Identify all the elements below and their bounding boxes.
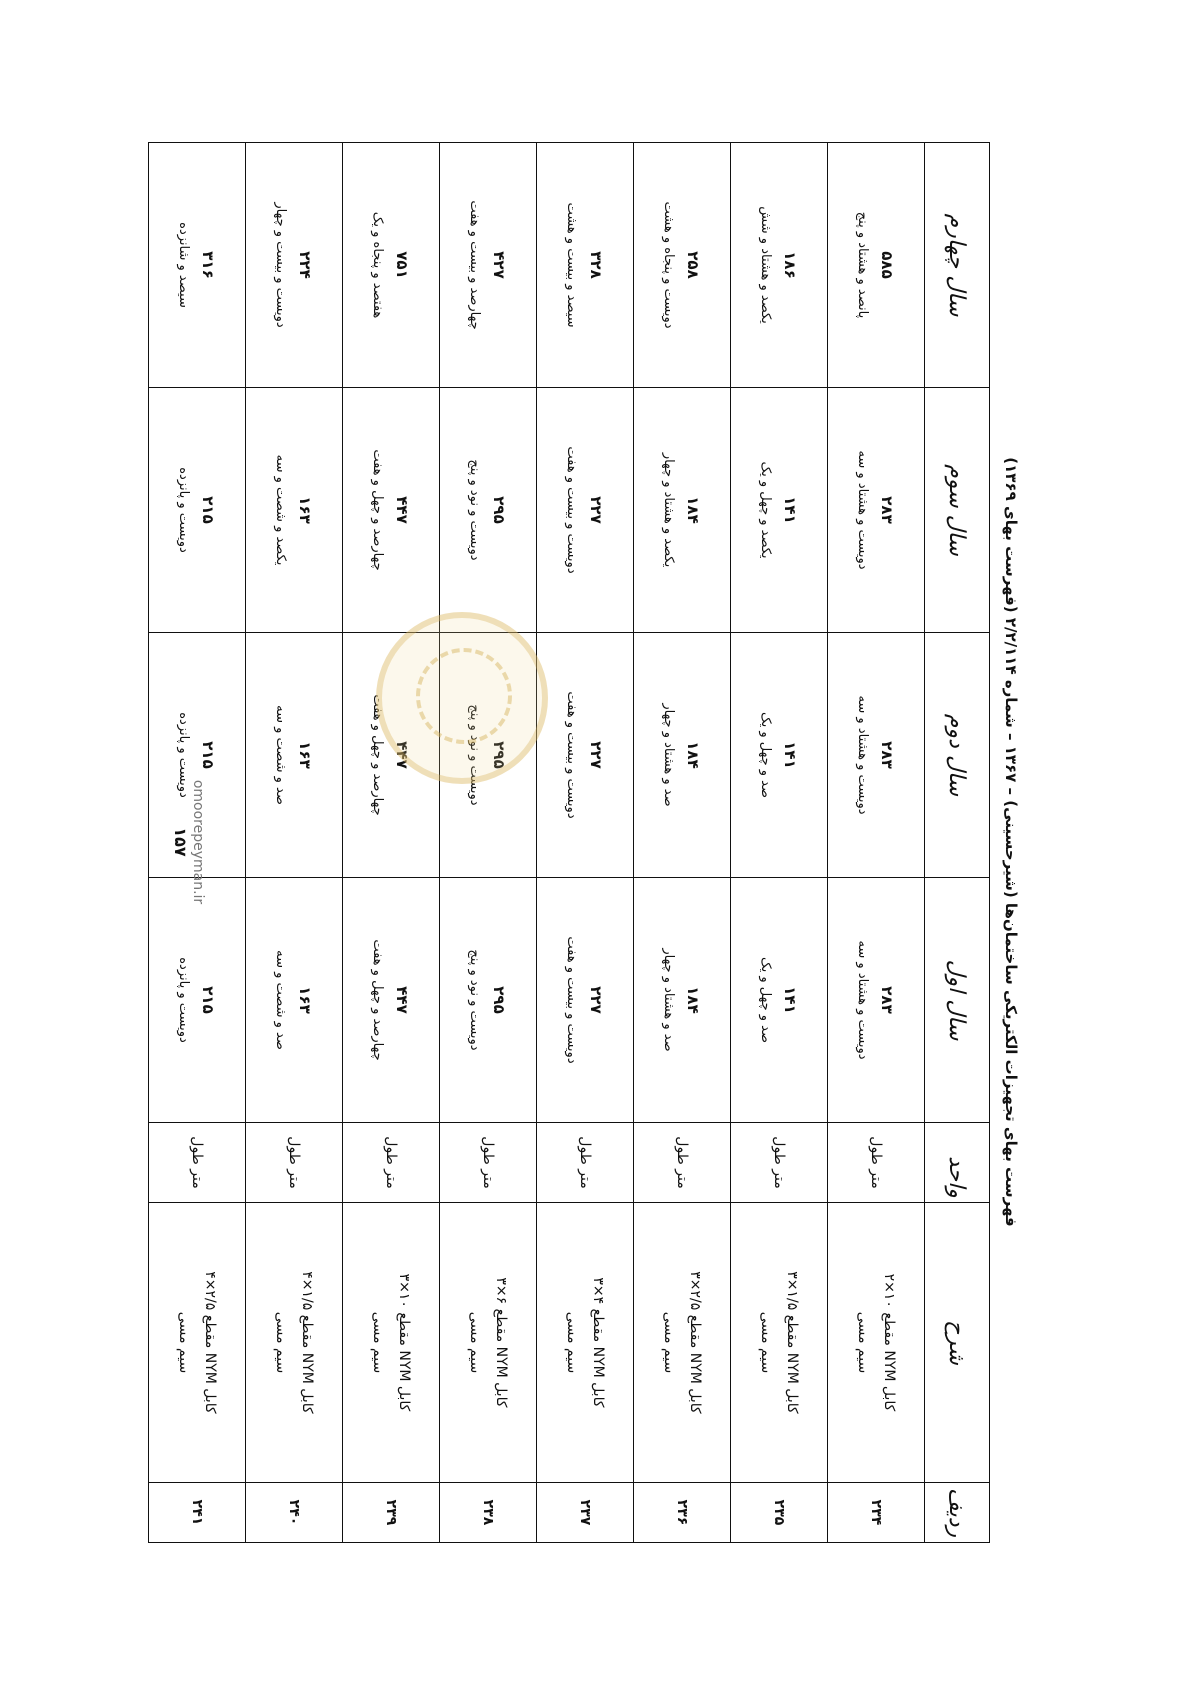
- price-in-words: سیصد و بیست و هشت: [564, 202, 580, 328]
- price-number: ۱۴۱: [781, 986, 800, 1014]
- price-number: ۱۸۴: [684, 741, 703, 769]
- unit-cell: متر طول: [828, 1123, 925, 1203]
- price-in-words: دویست و بیست و هفت: [564, 936, 580, 1064]
- watermark-seal: [376, 612, 548, 784]
- price-in-words: چهارصد و چهل و هفت: [370, 939, 386, 1061]
- description-cell: [731, 1203, 828, 1483]
- price-number: ۲۹۵: [490, 741, 509, 769]
- price-cell-year-1: [828, 878, 925, 1123]
- price-cell-year-3: [537, 388, 634, 633]
- price-number: ۲۲۴: [296, 251, 315, 279]
- price-number: ۱۸۴: [684, 496, 703, 524]
- unit-cell: متر طول: [634, 1123, 731, 1203]
- price-cell-year-1: [246, 878, 343, 1123]
- description-main: کابل NYM مقطع ۴×۳: [590, 1277, 606, 1408]
- price-cell-year-3: [440, 388, 537, 633]
- price-in-words: صد و چهل و یک: [758, 711, 774, 799]
- description-main: کابل NYM مقطع ۱/۵×۴: [299, 1271, 315, 1414]
- price-cell-year-3: [343, 388, 440, 633]
- table-body: [149, 143, 925, 1543]
- price-in-words: دویست و نود و پنج: [467, 459, 483, 561]
- price-in-words: یکصد و هشتاد و شش: [758, 206, 774, 324]
- price-number: ۲۲۷: [587, 741, 606, 769]
- page-footer: [166, 142, 206, 1542]
- description-main: کابل NYM مقطع ۱۰×۳: [396, 1273, 412, 1412]
- page-number: ۱۵۷: [171, 827, 190, 857]
- document-caption: فهرست بهای تجهیزات الکتریکی ساختمان‌ها (شیرحسینی) – ۱۳۶۷ – شماره ۲/۲/۱۱۴ (فهرست بهای ۱۳۶۹): [1002, 457, 1020, 1227]
- price-number: ۲۱۵: [199, 496, 218, 524]
- description-cell: [537, 1203, 634, 1483]
- price-number: ۵۸۵: [878, 251, 897, 279]
- price-in-words: صد و هشتاد و چهار: [661, 703, 677, 807]
- price-number: ۳۱۶: [199, 251, 218, 279]
- price-in-words: یکصد و چهل و یک: [758, 461, 774, 559]
- header-year-1: سال اول: [925, 878, 990, 1123]
- price-number: ۴۴۷: [393, 741, 412, 769]
- price-in-words: دویست و هشتاد و سه: [855, 450, 871, 570]
- price-number: ۱۴۱: [781, 496, 800, 524]
- price-cell-year-4: [828, 143, 925, 388]
- price-cell-year-3: [634, 388, 731, 633]
- price-in-words: صد و شصت و سه: [273, 705, 289, 805]
- row-number-cell: ۲۳۹: [343, 1483, 440, 1543]
- price-number: ۱۶۳: [296, 741, 315, 769]
- price-cell-year-3: [828, 388, 925, 633]
- table-row: [537, 143, 634, 1543]
- unit-cell: متر طول: [731, 1123, 828, 1203]
- description-main: کابل NYM مقطع ۲/۵×۳: [687, 1271, 703, 1414]
- header-unit: [925, 1123, 990, 1203]
- table-row: [731, 143, 828, 1543]
- description-sub: سیم مسی: [758, 1311, 774, 1374]
- price-cell-year-4: [246, 143, 343, 388]
- price-number: ۱۶۳: [296, 496, 315, 524]
- description-cell: [343, 1203, 440, 1483]
- description-sub: سیم مسی: [370, 1311, 386, 1374]
- row-number-cell: ۲۳۶: [634, 1483, 731, 1543]
- rotated-price-sheet: [162, 142, 1028, 1542]
- price-in-words: چهارصد و چهل و هفت: [370, 449, 386, 571]
- header-year-4: سال چهارم: [925, 143, 990, 388]
- price-in-words: دویست و بیست و هفت: [564, 446, 580, 574]
- price-number: ۲۲۷: [587, 986, 606, 1014]
- price-number: ۴۴۷: [393, 986, 412, 1014]
- unit-cell: متر طول: [149, 1123, 246, 1203]
- price-number: ۲۵۸: [684, 251, 703, 279]
- price-cell-year-2: [537, 633, 634, 878]
- price-in-words: یکصد و شصت و سه: [273, 454, 289, 566]
- table-row: [343, 143, 440, 1543]
- price-cell-year-4: [634, 143, 731, 388]
- price-number: ۲۸۳: [878, 741, 897, 769]
- description-sub: سیم مسی: [855, 1311, 871, 1374]
- table-row: [440, 143, 537, 1543]
- price-number: ۲۹۵: [490, 986, 509, 1014]
- description-sub: سیم مسی: [467, 1311, 483, 1374]
- price-number: ۱۸۴: [684, 986, 703, 1014]
- price-in-words: چهارصد و بیست و هفت: [467, 200, 483, 330]
- price-in-words: دویست و نود و پنج: [467, 704, 483, 806]
- price-in-words: دویست و هشتاد و سه: [855, 695, 871, 815]
- price-in-words: پانصد و هشتاد و پنج: [855, 211, 871, 319]
- price-cell-year-2: [246, 633, 343, 878]
- price-cell-year-1: [537, 878, 634, 1123]
- unit-cell: متر طول: [440, 1123, 537, 1203]
- table-row: [828, 143, 925, 1543]
- price-number: ۱۸۶: [781, 251, 800, 279]
- price-in-words: دویست و بیست و چهار: [273, 202, 289, 328]
- row-number-cell: ۲۳۵: [731, 1483, 828, 1543]
- price-cell-year-2: [634, 633, 731, 878]
- description-sub: سیم مسی: [564, 1311, 580, 1374]
- description-cell: [246, 1203, 343, 1483]
- description-cell: [828, 1203, 925, 1483]
- price-cell-year-4: [537, 143, 634, 388]
- price-table: [148, 142, 990, 1543]
- price-number: ۲۸۳: [878, 496, 897, 524]
- description-main: کابل NYM مقطع ۲/۵×۴: [202, 1271, 218, 1414]
- price-cell-year-1: [343, 878, 440, 1123]
- description-sub: سیم مسی: [273, 1311, 289, 1374]
- table-row: [634, 143, 731, 1543]
- price-number: ۲۱۵: [199, 986, 218, 1014]
- price-number: ۴۴۷: [393, 496, 412, 524]
- row-number-cell: ۲۳۷: [537, 1483, 634, 1543]
- description-sub: سیم مسی: [661, 1311, 677, 1374]
- price-cell-year-1: [731, 878, 828, 1123]
- description-main: کابل NYM مقطع ۱۰×۲: [881, 1273, 897, 1412]
- price-in-words: دویست و بیست و هفت: [564, 691, 580, 819]
- description-cell: [440, 1203, 537, 1483]
- price-in-words: چهارصد و چهل و هفت: [370, 694, 386, 816]
- header-row: [925, 143, 990, 1543]
- price-in-words: دویست و پانزده: [176, 467, 192, 553]
- price-in-words: دویست و هشتاد و سه: [855, 940, 871, 1060]
- price-number: ۱۶۳: [296, 986, 315, 1014]
- price-cell-year-4: [440, 143, 537, 388]
- price-cell-year-4: [731, 143, 828, 388]
- description-main: کابل NYM مقطع ۱/۵×۳: [784, 1271, 800, 1414]
- price-cell-year-4: [343, 143, 440, 388]
- header-row-number: ردیف: [925, 1483, 990, 1543]
- row-number-cell: ۲۳۴: [828, 1483, 925, 1543]
- unit-cell: متر طول: [537, 1123, 634, 1203]
- price-in-words: هفتصد و پنجاه و یک: [370, 211, 386, 319]
- price-in-words: دویست و پانزده: [176, 712, 192, 798]
- description-main: کابل NYM مقطع ۶×۳: [493, 1277, 509, 1408]
- description-sub: سیم مسی: [176, 1311, 192, 1374]
- price-number: ۲۱۵: [199, 741, 218, 769]
- price-in-words: یکصد و هشتاد و چهار: [661, 452, 677, 568]
- price-number: ۱۴۱: [781, 741, 800, 769]
- row-number-cell: ۲۴۱: [149, 1483, 246, 1543]
- price-in-words: دویست و پنجاه و هشت: [661, 201, 677, 329]
- price-cell-year-3: [246, 388, 343, 633]
- price-cell-year-2: [828, 633, 925, 878]
- price-in-words: دویست و پانزده: [176, 957, 192, 1043]
- price-number: ۲۹۵: [490, 496, 509, 524]
- price-number: ۳۲۸: [587, 251, 606, 279]
- price-cell-year-3: [731, 388, 828, 633]
- price-in-words: سیصد و شانزده: [176, 222, 192, 308]
- price-in-words: دویست و نود و پنج: [467, 949, 483, 1051]
- price-number: ۲۲۷: [587, 496, 606, 524]
- header-year-2: سال دوم: [925, 633, 990, 878]
- price-in-words: صد و چهل و یک: [758, 956, 774, 1044]
- price-cell-year-1: [634, 878, 731, 1123]
- price-number: ۷۵۱: [393, 251, 412, 279]
- footer-url: omoorepeyman.ir: [190, 779, 206, 905]
- unit-cell: متر طول: [246, 1123, 343, 1203]
- description-cell: [634, 1203, 731, 1483]
- header-description: شرح: [925, 1203, 990, 1483]
- price-in-words: صد و هشتاد و چهار: [661, 948, 677, 1052]
- price-in-words: صد و شصت و سه: [273, 950, 289, 1050]
- price-number: ۲۸۳: [878, 986, 897, 1014]
- price-cell-year-1: [440, 878, 537, 1123]
- table-row: [246, 143, 343, 1543]
- price-number: ۴۲۷: [490, 251, 509, 279]
- price-cell-year-2: [731, 633, 828, 878]
- header-unit-label: واحد: [944, 1156, 970, 1198]
- row-number-cell: ۲۴۰: [246, 1483, 343, 1543]
- unit-cell: متر طول: [343, 1123, 440, 1203]
- header-year-3: سال سوم: [925, 388, 990, 633]
- row-number-cell: ۲۳۸: [440, 1483, 537, 1543]
